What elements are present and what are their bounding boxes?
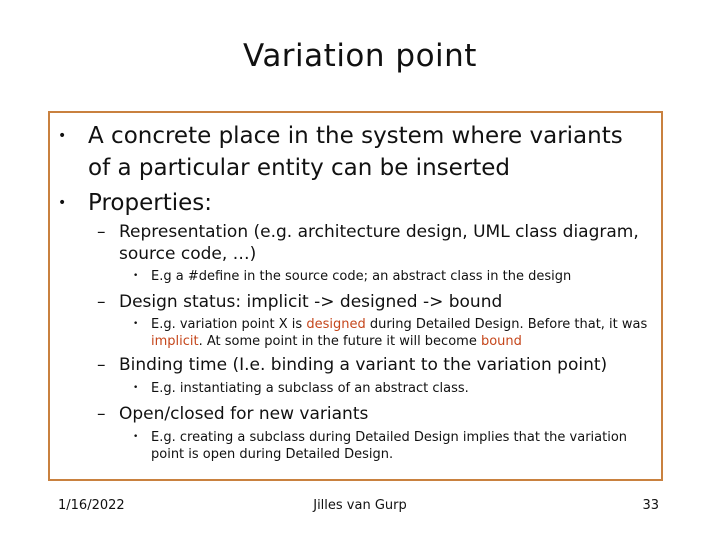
slide-title: Variation point	[243, 38, 477, 74]
sub-text: Representation (e.g. architecture design, UML class diagram, source code, …)	[119, 222, 639, 264]
dash-icon: –	[97, 292, 106, 312]
example-part: . At some point in the future it will become	[198, 334, 481, 349]
highlight-implicit: implicit	[151, 334, 199, 349]
dash-icon: –	[97, 355, 106, 375]
bullet-icon: •	[133, 432, 139, 442]
footer-date: 1/16/2022	[58, 498, 125, 513]
example-text	[151, 316, 656, 350]
bullet-icon: •	[133, 271, 139, 281]
bullet-icon: •	[58, 195, 67, 211]
example-text: E.g a #define in the source code; an abstract class in the design	[151, 269, 572, 284]
bullet-icon: •	[133, 319, 139, 329]
bullet-text: A concrete place in the system where variants of a particular entity can be inserted	[88, 123, 623, 181]
bullet-text: Properties:	[88, 190, 212, 216]
example-text: E.g. instantiating a subclass of an abstract class.	[151, 381, 469, 396]
dash-icon: –	[97, 222, 106, 242]
sub-text: Design status: implicit -> designed -> bound	[119, 292, 503, 312]
footer-page-number: 33	[642, 498, 659, 513]
sub-text: Binding time (I.e. binding a variant to the variation point)	[119, 355, 608, 375]
example-text: E.g. creating a subclass during Detailed Design implies that the variation point is open during Detailed Design.	[151, 430, 628, 462]
highlight-bound: bound	[480, 334, 522, 349]
sub-text: Open/closed for new variants	[119, 404, 369, 424]
example-part: E.g. variation point X is	[151, 317, 307, 332]
bullet-icon: •	[58, 128, 67, 144]
bullet-icon: •	[133, 383, 139, 393]
highlight-designed: designed	[306, 317, 366, 332]
footer-author: Jilles van Gurp	[313, 498, 407, 513]
dash-icon: –	[97, 404, 106, 424]
example-part: during Detailed Design. Before that, it was	[365, 317, 648, 332]
